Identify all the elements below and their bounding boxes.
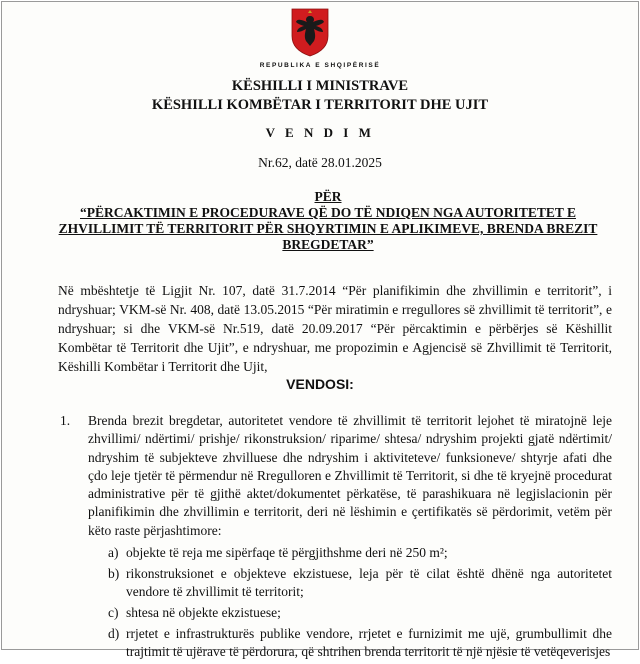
sub-item-list bbox=[108, 544, 612, 664]
decision-title bbox=[58, 189, 598, 253]
document-page bbox=[1, 1, 639, 659]
list-item bbox=[108, 625, 612, 661]
ministry-line-1: KËSHILLI I MINISTRAVE bbox=[231, 78, 409, 94]
list-item bbox=[108, 544, 612, 562]
sub-item-text: objekte të reja me sipërfaqe të përgjithshme deri në 250 m²; bbox=[126, 545, 448, 560]
sub-item-letter: c) bbox=[108, 605, 119, 620]
ministry-header bbox=[2, 77, 638, 115]
sub-item-text: shtesa në objekte ekzistuese; bbox=[126, 605, 281, 620]
decision-type: V E N D I M bbox=[265, 125, 375, 140]
sub-item-text: rrjetet e infrastrukturës publike vendore, rrjetet e furnizimit me ujë, grumbullimit dhe trajtimit të ujërave të përdorura, që shtrihen brenda territorit të një njësie të vetëqeverisjes bbox=[126, 626, 612, 659]
albania-coat-of-arms-icon bbox=[289, 6, 331, 58]
republic-header: REPUBLIKA E SHQIPËRISË bbox=[259, 62, 381, 69]
sub-item-text: rikonstruksionet e objekteve ekzistuese, leja për të cilat është dhënë nga autoritetet vendore të zhvillimit të territorit; bbox=[126, 566, 612, 599]
sub-item-letter: a) bbox=[108, 545, 119, 560]
item-number: 1. bbox=[60, 413, 71, 428]
item-text: Brenda brezit bregdetar, autoritetet vendore të zhvillimit të territorit lejohet të miratojnë leje zhvillimi/ ndërtimi/ prishje/ rikonstruksion/ riparime/ shtesa/ ndryshim projekti gjatë ndërtimit/ ndryshim të subjekteve zhvilluese dhe ndryshim i aktiviteteve/ funksioneve/ shtyrje afati dhe çdo leje tjetër të përmendur në Rregulloren e Zhvillimit të Territorit, si dhe të kryejnë procedurat administrative për të gjithë aktet/dokumentet përkatëse, të parashikuara në legjislacionin për planifikimin dhe zhvillimin e territorit, deri në lëshimin e çertifikatës së përdorimit, vetëm për këto raste përjashtimore: bbox=[88, 413, 612, 538]
decision-number: Nr.62, datë 28.01.2025 bbox=[258, 155, 382, 170]
sub-item-letter: d) bbox=[108, 626, 120, 641]
preamble: Në mbështetje të Ligjit Nr. 107, datë 31.7.2014 “Për planifikimin dhe zhvillimin e territorit”, i ndryshuar; VKM-së Nr. 408, datë 13.05.2015 “Për miratimin e rregullores së zhvillimit të territorit”, e ndryshuar; si dhe VKM-së Nr.519, datë 20.09.2017 “Për përcaktimin e përbërjes së Këshillit Kombëtar të Territorit dhe Ujit”, e ndryshuar, me propozimin e Agjencisë së Zhvillimit të Territorit, Këshilli Kombëtar i Territorit dhe Ujit, bbox=[58, 283, 612, 374]
title-per: PËR bbox=[314, 189, 342, 204]
list-item bbox=[108, 604, 612, 622]
list-item bbox=[108, 565, 612, 601]
title-body: “PËRCAKTIMIN E PROCEDURAVE QË DO TË NDIQEN NGA AUTORITETET E ZHVILLIMIT TË TERRITORIT PËR SHQYRTIMIN E APLIKIMEVE, BRENDA BREZIT BREGDETAR” bbox=[58, 205, 598, 252]
ministry-line-2: KËSHILLI KOMBËTAR I TERRITORIT DHE UJIT bbox=[151, 97, 489, 113]
sub-item-letter: b) bbox=[108, 566, 120, 581]
vendosi-heading: VENDOSI: bbox=[286, 376, 354, 392]
list-item bbox=[60, 412, 612, 540]
